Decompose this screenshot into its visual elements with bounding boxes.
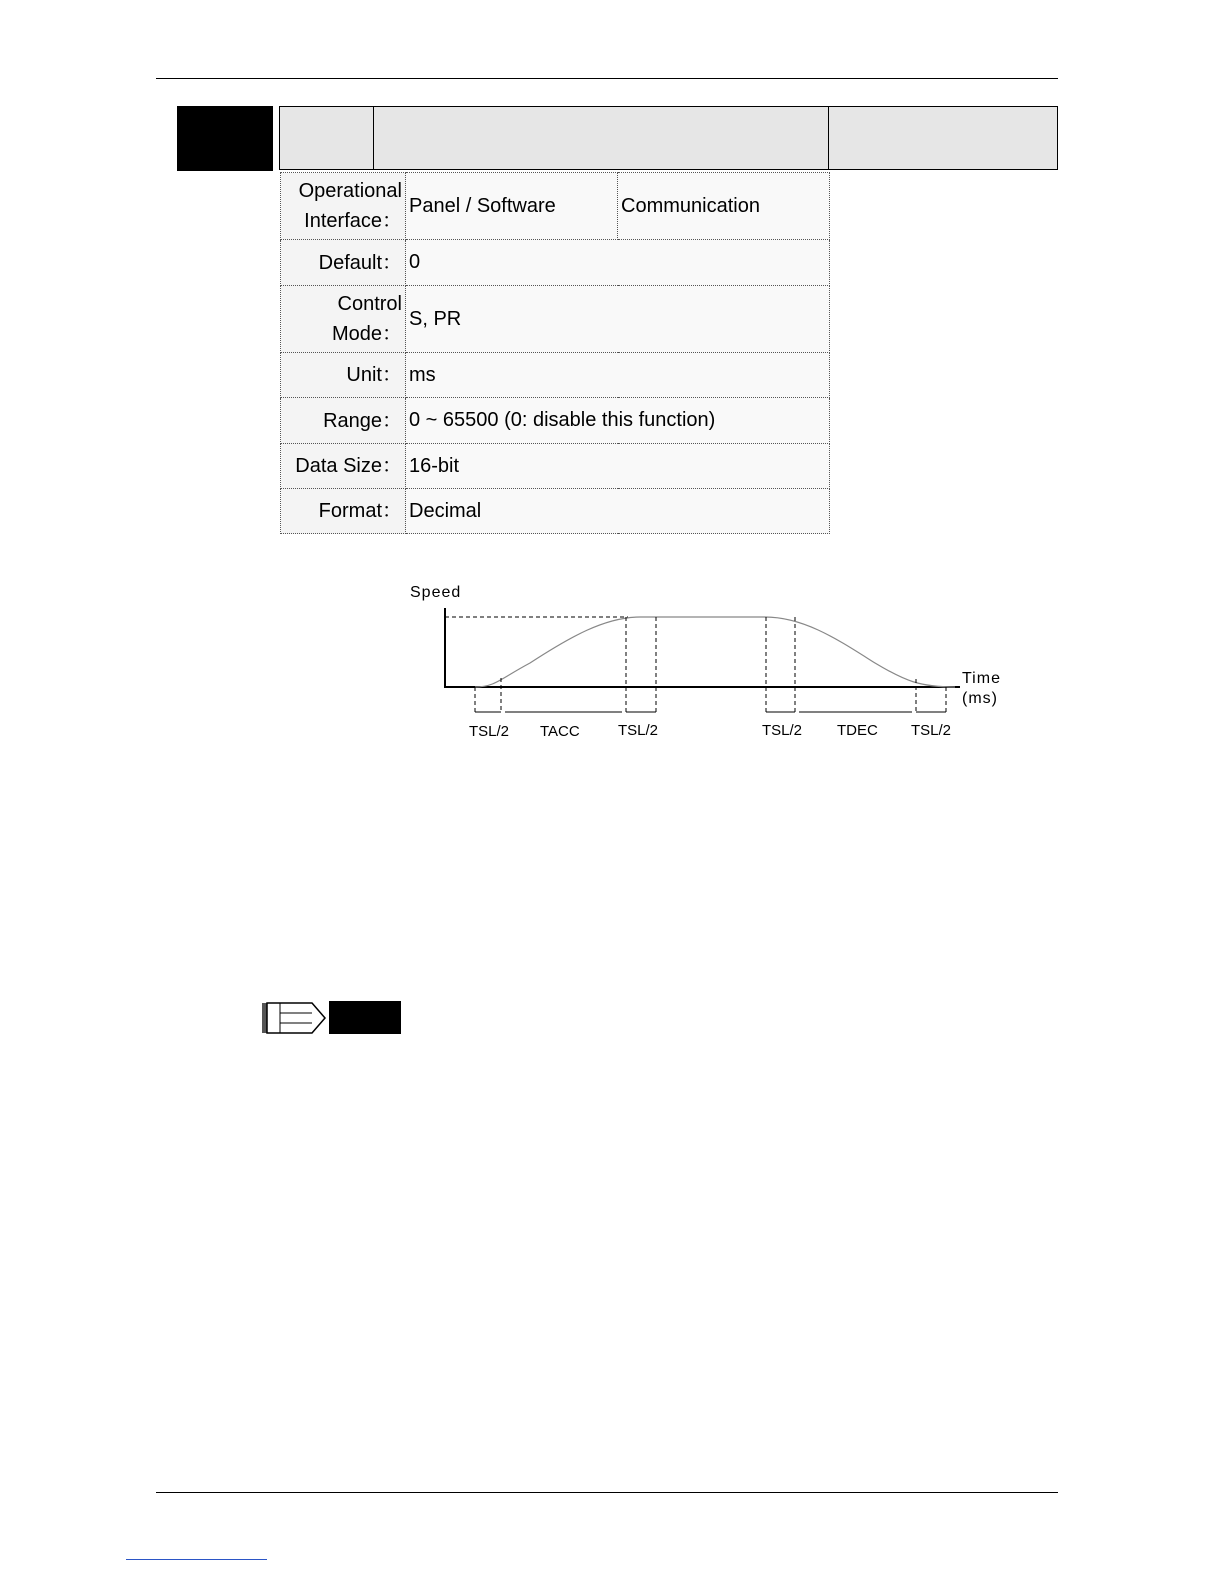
note-icon-body	[267, 1003, 325, 1033]
y-axis-label: Speed	[410, 584, 462, 601]
control-mode-label-line1: Control	[337, 293, 402, 315]
format-label: Format：	[281, 489, 406, 534]
table-row	[281, 398, 830, 444]
note-label-block	[329, 1001, 401, 1034]
bottom-rule	[156, 1492, 1058, 1493]
range-label: Range：	[281, 398, 406, 444]
default-label: Default：	[281, 240, 406, 286]
table-row	[281, 240, 830, 286]
table-row	[281, 173, 830, 240]
interface-label-line2: Interface：	[304, 210, 402, 232]
control-mode-value: S, PR	[406, 286, 830, 353]
parameter-code-block	[177, 106, 273, 171]
unit-label: Unit：	[281, 353, 406, 398]
segment-label-tsl: TSL/2	[762, 722, 803, 739]
default-value: 0	[406, 240, 830, 286]
control-mode-label	[281, 286, 406, 353]
x-axis-label-line1: Time	[962, 670, 1001, 687]
x-axis-label-line2: (ms)	[962, 690, 998, 707]
footer-link-underline	[126, 1559, 267, 1560]
range-value: 0 ~ 65500 (0: disable this function)	[406, 398, 830, 444]
header-divider	[828, 107, 829, 169]
data-size-label: Data Size：	[281, 444, 406, 489]
table-row	[281, 489, 830, 534]
format-value: Decimal	[406, 489, 830, 534]
control-mode-label-line2: Mode：	[331, 323, 402, 345]
parameter-header-bar	[279, 106, 1058, 170]
segment-label-tacc: TACC	[540, 723, 580, 740]
interface-panel: Panel / Software	[406, 173, 618, 240]
interface-label-line1: Operational	[298, 180, 402, 202]
parameter-attributes-table	[280, 172, 830, 534]
interface-communication: Communication	[618, 173, 830, 240]
top-rule	[156, 78, 1058, 79]
unit-value: ms	[406, 353, 830, 398]
header-divider	[373, 107, 374, 169]
segment-label-tsl: TSL/2	[618, 722, 659, 739]
segment-label-tsl: TSL/2	[911, 722, 952, 739]
s-curve-speed-chart	[400, 575, 1020, 750]
interface-label	[281, 173, 406, 240]
data-size-value: 16-bit	[406, 444, 830, 489]
segment-label-tsl: TSL/2	[469, 723, 510, 740]
pencil-note-icon	[262, 1001, 402, 1035]
segment-label-tdec: TDEC	[837, 722, 878, 739]
segment-markers	[475, 617, 946, 712]
table-row	[281, 444, 830, 489]
table-row	[281, 286, 830, 353]
speed-curve	[475, 617, 955, 687]
table-row	[281, 353, 830, 398]
